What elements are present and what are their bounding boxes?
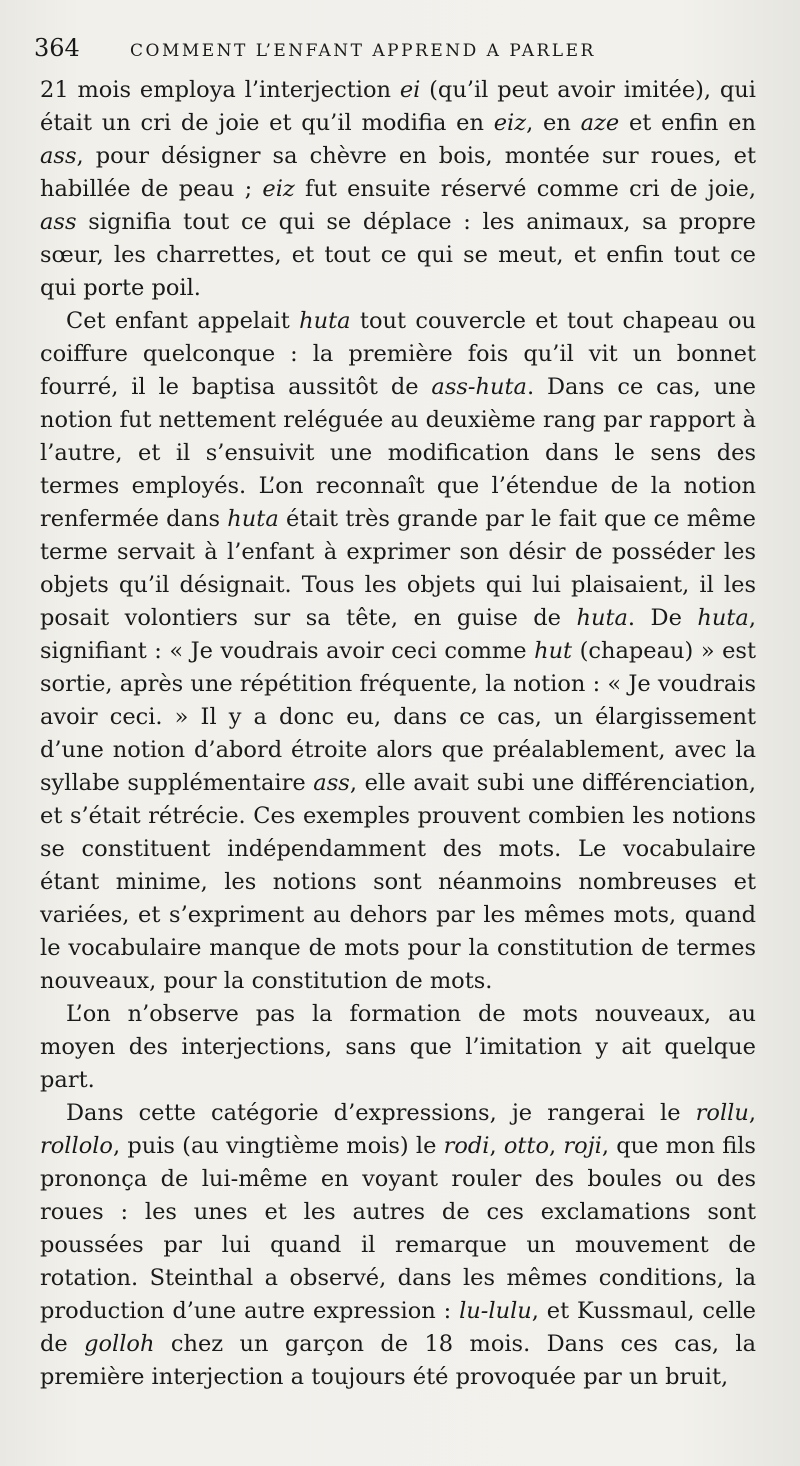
italic-term: ass-huta (431, 374, 527, 400)
paragraph (40, 1097, 756, 1394)
italic-term: huta (697, 605, 749, 631)
text-run: , en (526, 110, 581, 136)
italic-term: ass (40, 143, 77, 169)
text-run: , (748, 1100, 756, 1126)
text-run: , que mon fils prononça de lui-même en voyant rouler des boules ou des roues : les unes et les autres de ces exclamations sont poussées par lui quand il remarque un mouvement de rotation. Steinthal a observé, dans les mêmes conditions, la production d’une autre expression : (40, 1133, 756, 1324)
text-run: et enfin en (619, 110, 756, 136)
paragraph (40, 998, 756, 1097)
text-run: , signifiant : « Je voudrais avoir ceci comme (40, 605, 757, 664)
text-run: tout couvercle et tout chapeau ou coiffure quelconque : la première fois qu’il vit un bonnet fourré, il le baptisa aussitôt de (40, 308, 756, 400)
text-run: (qu’il peut avoir imitée), qui était un cri de joie et qu’il modifia en (40, 77, 756, 136)
italic-term: aze (580, 110, 620, 136)
italic-term: huta (299, 308, 351, 334)
italic-term: huta (576, 605, 628, 631)
italic-term: rodi (443, 1133, 490, 1159)
running-head: COMMENT L’ENFANT APPREND A PARLER (130, 41, 596, 61)
italic-term: ass (40, 209, 77, 235)
italic-term: eiz (262, 176, 295, 202)
text-run: chez un garçon de 18 mois. Dans ces cas, la première interjection a toujours été provoquée par un bruit, (40, 1331, 756, 1390)
text-run: 21 mois employa l’interjection (40, 77, 400, 103)
text-run: (chapeau) » est sortie, après une répétition fréquente, la notion : « Je voudrais avoir ceci. » Il y a donc eu, dans ce cas, un élargissement d’une notion d’abord étroite alors que préalablement, avec la syllabe supplémentaire (40, 638, 756, 796)
text-run: , puis (au vingtième mois) le (112, 1133, 444, 1159)
italic-term: roji (563, 1133, 602, 1159)
text-run: signifia tout ce qui se déplace : les animaux, sa propre sœur, les charrettes, et tout ce qui se meut, et enfin tout ce qui porte poil. (40, 209, 756, 301)
italic-term: rollolo (40, 1133, 113, 1159)
text-run: , (549, 1133, 564, 1159)
text-run: était très grande par le fait que ce même terme servait à l’enfant à exprimer son désir de posséder les objets qu’il désignait. Tous les objets qui lui plaisaient, il les posait volontiers sur sa tête, en guise de (40, 506, 756, 631)
text-run: fut ensuite réservé comme cri de joie, (294, 176, 756, 202)
page-header (34, 34, 756, 74)
text-run: , et Kussmaul, celle de (40, 1298, 756, 1357)
italic-term: lu-lulu (459, 1298, 532, 1324)
italic-term: rollu (695, 1100, 749, 1126)
text-run: Dans cette catégorie d’expressions, je rangerai le (66, 1100, 696, 1126)
text-run: , (489, 1133, 504, 1159)
italic-term: otto (503, 1133, 550, 1159)
italic-term: ass (313, 770, 350, 796)
paragraph (40, 305, 756, 998)
paragraph (40, 74, 756, 305)
italic-term: hut (534, 638, 573, 664)
italic-term: ei (399, 77, 421, 103)
page-number: 364 (34, 34, 80, 62)
text-run: Cet enfant appelait (66, 308, 300, 334)
italic-term: huta (227, 506, 279, 532)
italic-term: golloh (84, 1331, 155, 1357)
text-run: , elle avait subi une différenciation, et s’était rétrécie. Ces exemples prouvent combien les notions se constituent indépendamment des mots. Le vocabulaire étant minime, les notions sont néanmoins nombreuses et variées, et s’expriment au dehors par les mêmes mots, quand le vocabulaire manque de mots pour la constitution de termes nouveaux, pour la constitution de mots. (40, 770, 757, 994)
text-run: . De (627, 605, 698, 631)
text-run: . Dans ce cas, une notion fut nettement reléguée au deuxième rang par rapport à l’autre, et il s’ensuivit une modification dans le sens des termes employés. L’on reconnaît que l’étendue de la notion renfermée dans (40, 374, 756, 532)
text-run: L’on n’observe pas la formation de mots nouveaux, au moyen des interjections, sans que l’imitation y ait quelque part. (40, 1001, 756, 1093)
text-run: , pour désigner sa chèvre en bois, montée sur roues, et habillée de peau ; (40, 143, 756, 202)
italic-term: eiz (493, 110, 527, 136)
body-text (40, 74, 756, 1394)
